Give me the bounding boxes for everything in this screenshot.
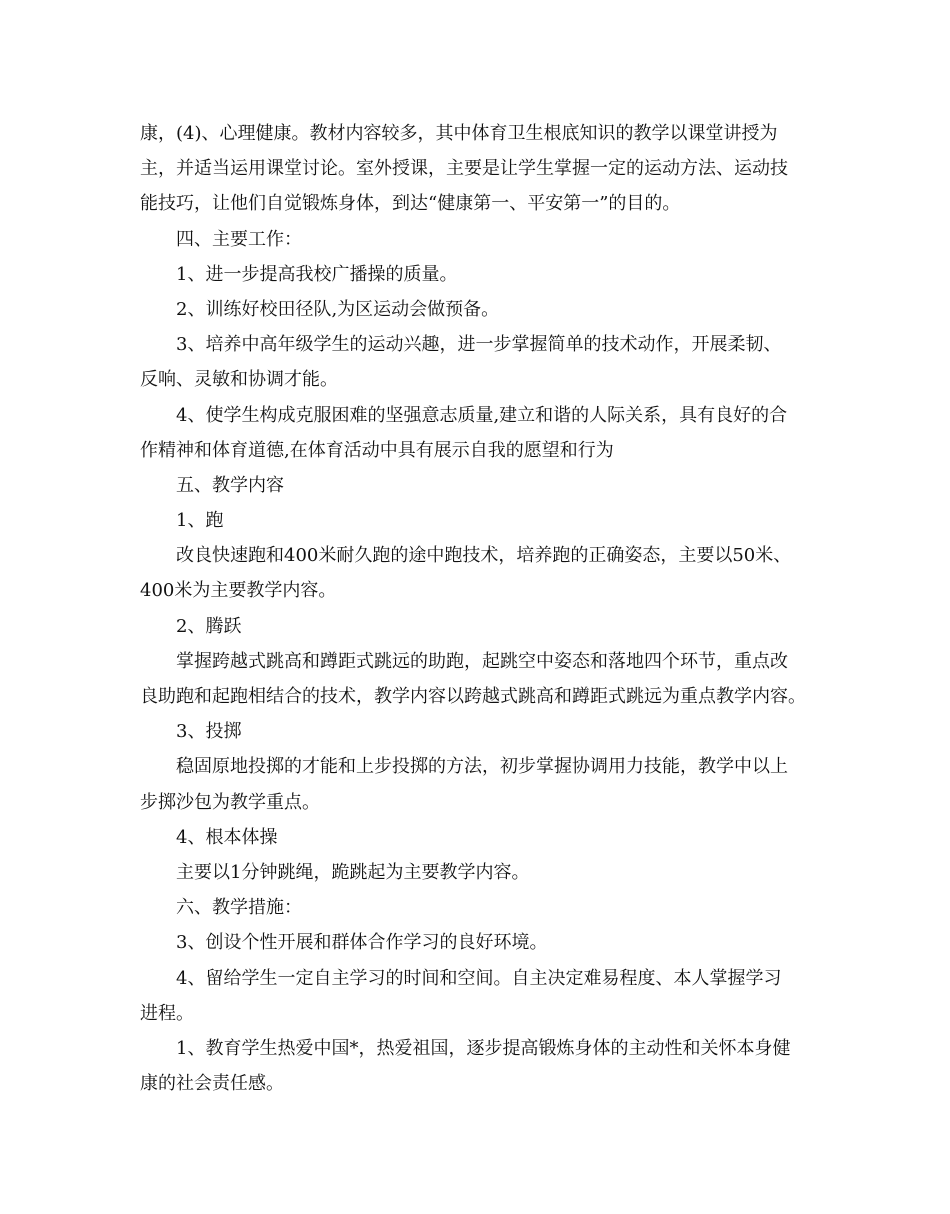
work-item-2: 2、训练好校田径队,为区运动会做预备。 (176, 298, 500, 320)
gymnastics-content: 主要以1分钟跳绳，跪跳起为主要教学内容。 (176, 861, 530, 883)
text-line-1: 康，(4)、心理健康。教材内容较多，其中体育卫生根底知识的教学以课堂讲授为 (140, 123, 778, 144)
throw-content-continued: 步掷沙包为教学重点。 (140, 791, 320, 813)
work-item-3: 3、培养中高年级学生的运动兴趣，进一步掌握简单的技术动作，开展柔韧、 (176, 334, 782, 356)
measure-item-3: 3、创设个性开展和群体合作学习的良好环境。 (176, 932, 548, 954)
work-item-4-continued: 作精神和体育道德,在体育活动中具有展示自我的愿望和行为 (140, 439, 614, 461)
subheading-gymnastics: 4、根本体操 (176, 826, 278, 848)
subheading-throw: 3、投掷 (176, 721, 242, 743)
document-body (140, 116, 820, 1101)
subheading-jump: 2、腾跃 (176, 615, 242, 637)
run-content: 改良快速跑和400米耐久跑的途中跑技术，培养跑的正确姿态，主要以50米、 (176, 545, 792, 567)
work-item-3-continued: 反响、灵敏和协调才能。 (140, 369, 338, 391)
subheading-run: 1、跑 (176, 510, 224, 532)
measure-item-1-continued: 康的社会责任感。 (140, 1073, 284, 1095)
section-heading-main-work: 四、主要工作： (176, 228, 302, 250)
measure-item-4-continued: 进程。 (140, 1002, 194, 1024)
work-item-4: 4、使学生构成克服困难的坚强意志质量,建立和谐的人际关系，具有良好的合 (176, 404, 788, 426)
section-heading-teaching-measures: 六、教学措施： (176, 897, 302, 919)
section-heading-teaching-content: 五、教学内容 (176, 474, 284, 496)
throw-content: 稳固原地投掷的才能和上步投掷的方法，初步掌握协调用力技能，教学中以上 (176, 756, 788, 778)
jump-content-continued: 良助跑和起跑相结合的技术，教学内容以跨越式跳高和蹲距式跳远为重点教学内容。 (140, 686, 806, 707)
jump-content: 掌握跨越式跳高和蹲距式跳远的助跑，起跳空中姿态和落地四个环节，重点改 (176, 650, 788, 672)
measure-item-4: 4、留给学生一定自主学习的时间和空间。自主决定难易程度、本人掌握学习 (176, 967, 782, 989)
text-line-2: 主，并适当运用课堂讨论。室外授课，主要是让学生掌握一定的运动方法、运动技 (140, 158, 788, 180)
measure-item-1: 1、教育学生热爱中国*，热爱祖国，逐步提高锻炼身体的主动性和关怀本身健 (176, 1037, 791, 1059)
text-line-3: 能技巧，让他们自觉锻炼身体，到达“健康第一、平安第一”的目的。 (140, 193, 681, 215)
run-content-continued: 400米为主要教学内容。 (140, 580, 337, 602)
work-item-1: 1、进一步提高我校广播操的质量。 (176, 263, 458, 285)
